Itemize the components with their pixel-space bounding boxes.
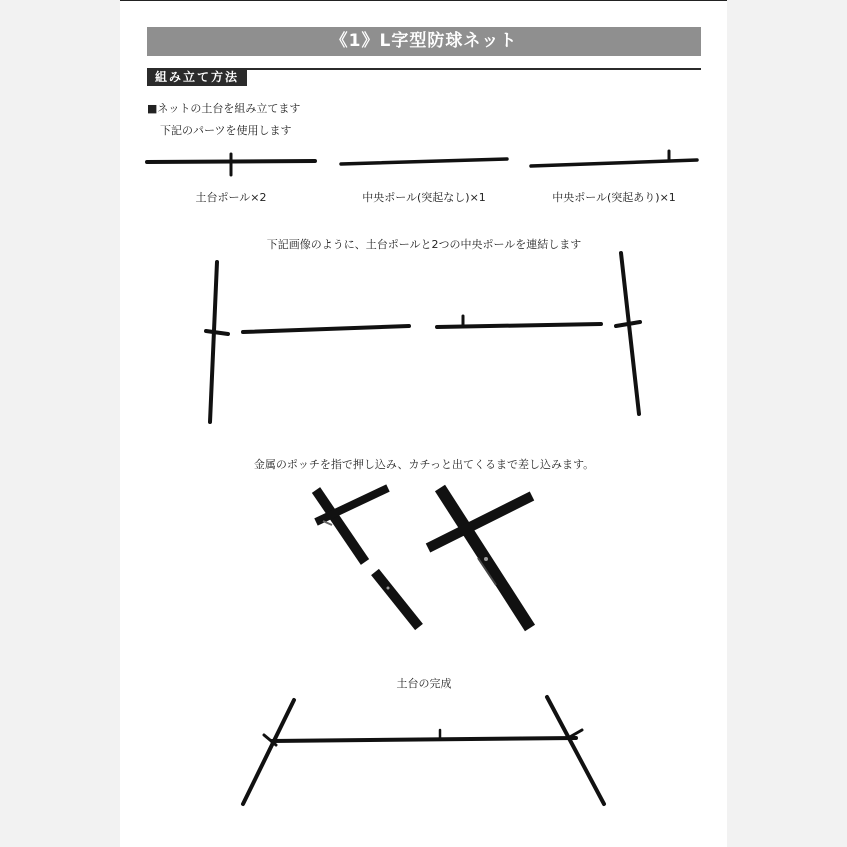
right-base-pole [621, 253, 639, 414]
center-pole-knob-image [531, 160, 697, 166]
part-label-base: 土台ポール×2 [195, 191, 267, 204]
center-pole-plain [243, 326, 409, 332]
closeup-photo-after [428, 488, 532, 628]
center-pole-plain-image [341, 159, 507, 164]
part-label-center-knob: 中央ポール(突起あり)×1 [552, 191, 676, 204]
section-heading: 組み立て方法 [147, 68, 247, 86]
completed-base-image [243, 697, 604, 804]
step-insert-text: 金属のポッチを指で押し込み、カチっと出てくるまで差し込みます。 [253, 458, 595, 471]
left-base-pole [210, 262, 217, 422]
page-title: 《1》L字型防球ネット [147, 27, 701, 56]
left-base-joint [206, 331, 228, 334]
intro-line-1: ■ネットの土台を組み立てます [147, 102, 301, 115]
right-base-joint [616, 322, 640, 326]
part-label-center-plain: 中央ポール(突起なし)×1 [362, 191, 486, 204]
step-connect-text: 下記画像のように、土台ポールと2つの中央ポールを連結します [266, 238, 582, 251]
closeup-photo-before [316, 488, 419, 627]
complete-label: 土台の完成 [396, 677, 452, 690]
intro-line-2: 下記のパーツを使用します [160, 124, 292, 137]
